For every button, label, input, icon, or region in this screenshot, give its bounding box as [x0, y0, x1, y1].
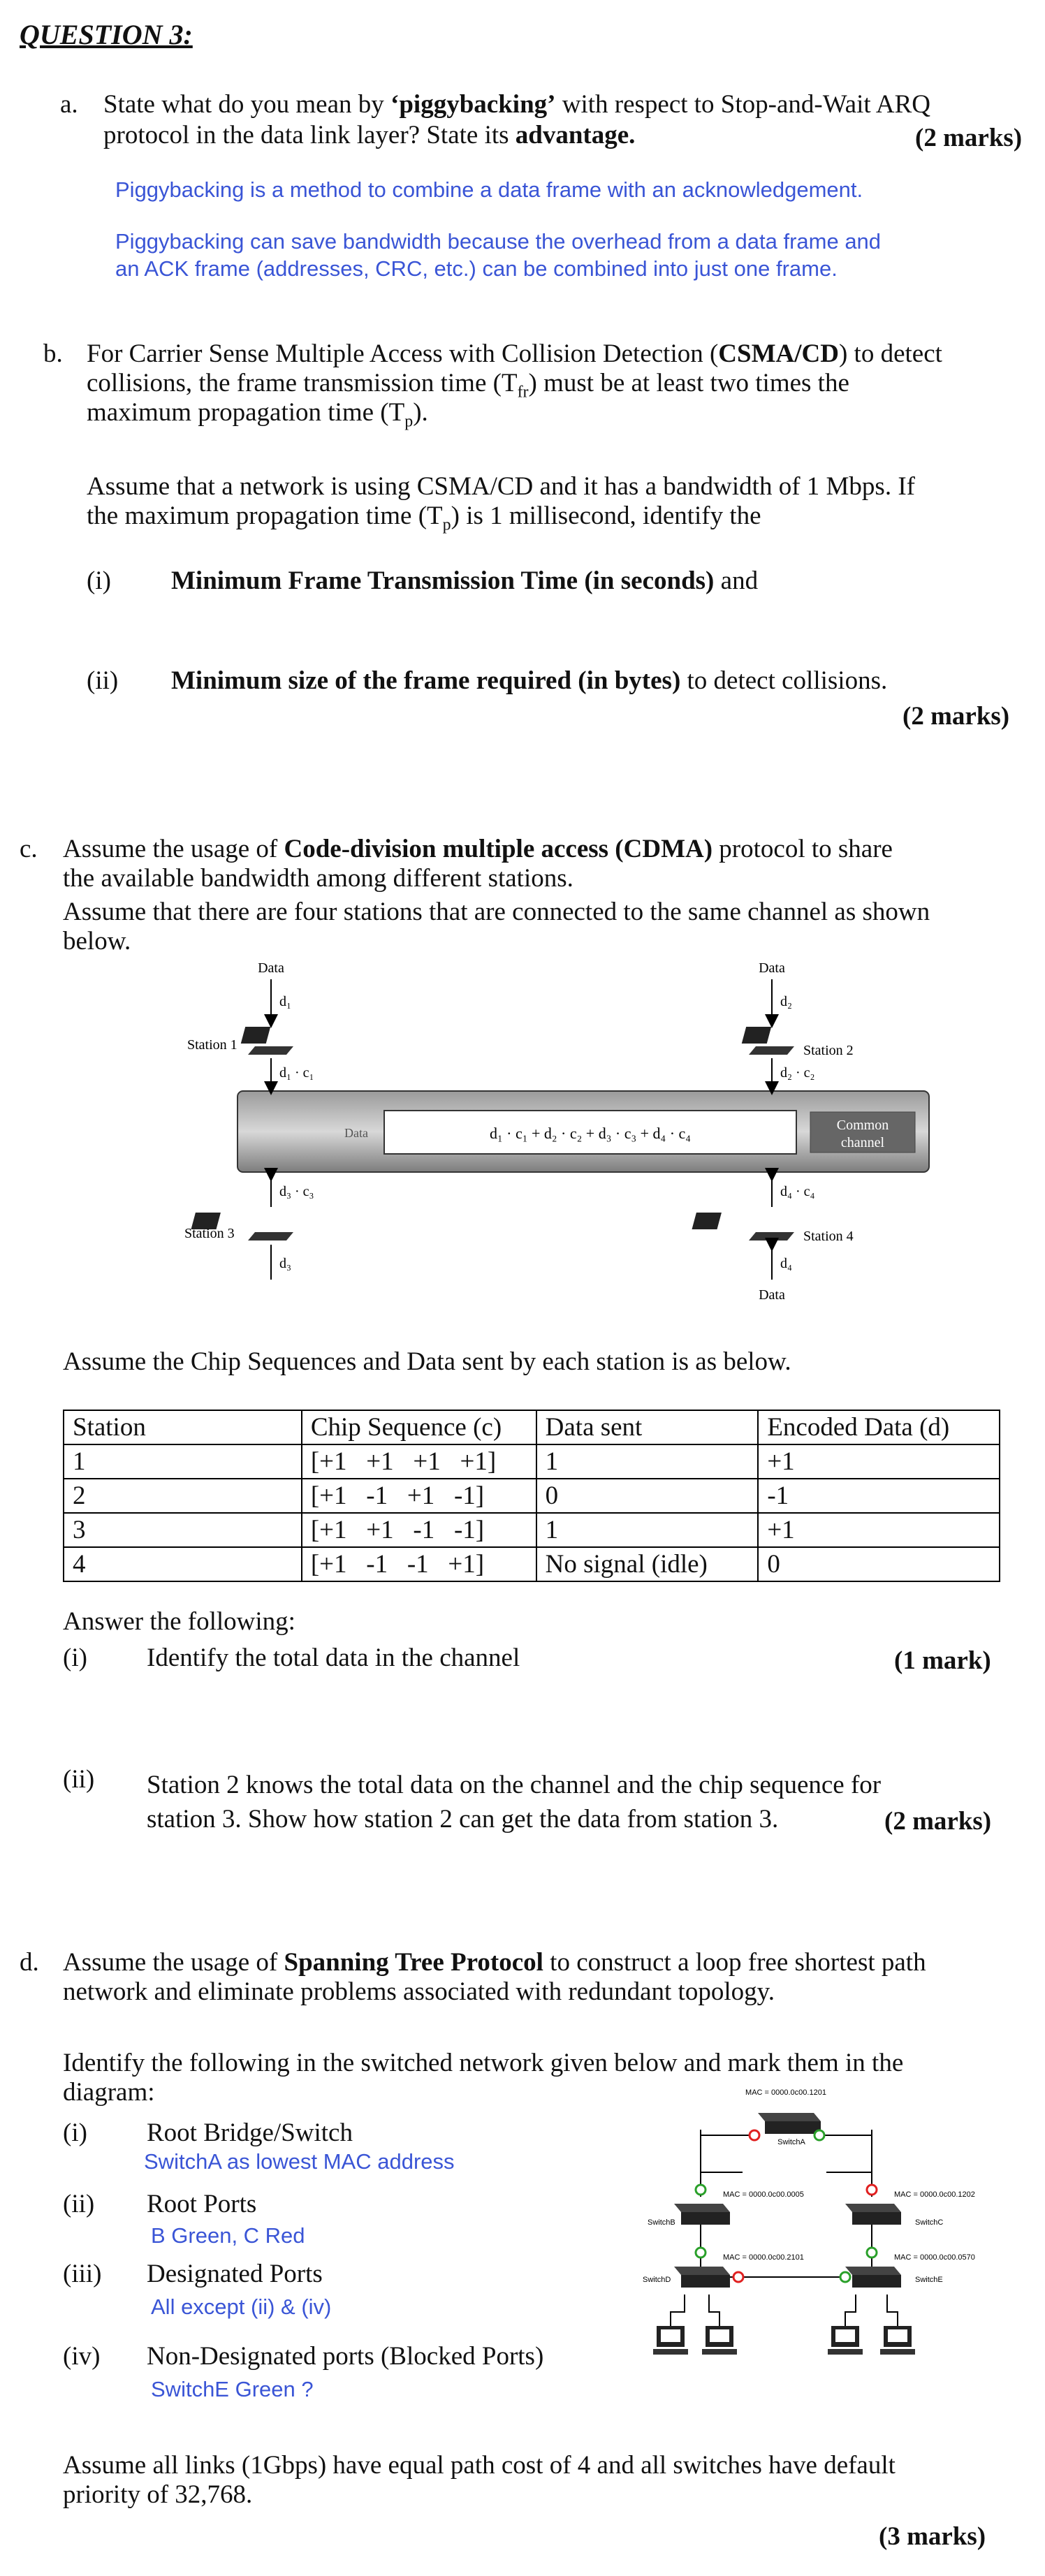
part-d-line5: Assume all links (1Gbps) have equal path cost of 4 and all switches have default: [63, 2451, 896, 2480]
switchA-name: SwitchA: [777, 2138, 805, 2146]
part-c-label: c.: [20, 835, 38, 863]
part-b-line4: Assume that a network is using CSMA/CD and it has a bandwidth of 1 Mbps. If: [87, 472, 915, 501]
part-b-label: b.: [43, 339, 63, 368]
port-green: [840, 2272, 850, 2282]
station2-label: Station 2: [803, 1043, 854, 1058]
table-row: 4 [+1 -1 -1 +1] No signal (idle) 0: [64, 1547, 1000, 1581]
port-green: [814, 2130, 824, 2140]
table-row: 3 [+1 +1 -1 -1] 1 +1: [64, 1513, 1000, 1547]
port-green: [696, 2185, 706, 2195]
part-a-label: a.: [60, 90, 78, 119]
laptop-icon: [241, 1027, 293, 1055]
part-c-ii-line2: station 3. Show how station 2 can get the data from station 3.: [147, 1805, 779, 1834]
part-b-line3: maximum propagation time $(T_p)$.: [87, 398, 428, 431]
svg-text:d₃ · c₃: d₃ · c₃: [279, 1184, 314, 1199]
switchA-mac: MAC = 0000.0c00.1201: [745, 2088, 826, 2097]
channel-data-word: Data: [344, 1126, 368, 1140]
channel-sum-text: d₁ · c₁ + d₂ · c₂ + d₃ · c₃ + d₄ · c₄: [490, 1125, 691, 1142]
part-a-answer2b: an ACK frame (addresses, CRC, etc.) can be combined into just one frame.: [115, 256, 838, 281]
part-d-iii-text: Designated Ports: [147, 2260, 323, 2288]
part-a-marks: (2 marks): [915, 124, 1023, 152]
svg-text:d₁ · c₁: d₁ · c₁: [279, 1065, 314, 1081]
pc-icon: [653, 2326, 688, 2355]
switchC-mac: MAC = 0000.0c00.1202: [894, 2190, 975, 2199]
switchE-name: SwitchE: [915, 2276, 943, 2284]
part-d-iii-label: (iii): [63, 2260, 102, 2288]
part-d-i-answer: SwitchA as lowest MAC address: [144, 2149, 455, 2174]
part-c-ii-label: (ii): [63, 1765, 95, 1794]
part-c-line1: Assume the usage of Code-division multiple access (CDMA) protocol to share: [63, 835, 893, 863]
part-b-marks: (2 marks): [902, 702, 1010, 731]
part-d-ii-answer: B Green, C Red: [151, 2223, 305, 2248]
switch-icon: [758, 2113, 821, 2134]
part-c-line2: the available bandwidth among different stations.: [63, 864, 573, 893]
part-d-line6: priority of 32,768.: [63, 2480, 253, 2509]
part-d-ii-text: Root Ports: [147, 2190, 257, 2218]
part-c-i-label: (i): [63, 1644, 87, 1672]
switch-icon: [845, 2267, 901, 2288]
port-red: [867, 2185, 877, 2195]
part-d-iv-label: (iv): [63, 2342, 101, 2371]
part-d-marks: (3 marks): [879, 2522, 986, 2551]
part-d-iv-text: Non-Designated ports (Blocked Ports): [147, 2342, 544, 2371]
switchD-name: SwitchD: [643, 2276, 671, 2284]
part-b-line1: For Carrier Sense Multiple Access with Collision Detection (CSMA/CD) to detect: [87, 339, 942, 368]
part-b-ii-text: Minimum size of the frame required (in bytes) to detect collisions.: [171, 666, 888, 695]
part-d-i-text: Root Bridge/Switch: [147, 2118, 353, 2147]
svg-text:d₂ · c₂: d₂ · c₂: [780, 1065, 815, 1081]
laptop-icon: [692, 1213, 794, 1241]
table-header-row: Station Chip Sequence (c) Data sent Encoded Data (d): [64, 1410, 1000, 1444]
question-title: QUESTION 3:: [20, 19, 193, 50]
station4-label: Station 4: [803, 1229, 854, 1244]
part-a-line1: State what do you mean by ‘piggybacking’ with respect to Stop-and-Wait ARQ: [103, 90, 930, 119]
station1-data-label: Data: [258, 960, 284, 976]
part-b-line2: collisions, the frame transmission time $(T_{fr})$ must be at least two times the: [87, 369, 849, 402]
part-c-i-text: Identify the total data in the channel: [147, 1644, 520, 1672]
cdma-diagram: [175, 957, 1013, 1320]
part-c-line5: Assume the Chip Sequences and Data sent by each station is as below.: [63, 1347, 791, 1376]
part-c-line4: below.: [63, 927, 131, 956]
station1-label: Station 1: [187, 1037, 238, 1053]
part-c-line3: Assume that there are four stations that are connected to the same channel as shown: [63, 898, 930, 926]
station2-data-label: Data: [759, 960, 785, 976]
part-d-iv-answer: SwitchE Green ?: [151, 2377, 314, 2401]
station4-data-label: Data: [759, 1287, 785, 1303]
port-red: [750, 2130, 759, 2140]
switch-icon: [845, 2204, 901, 2225]
part-a-answer2a: Piggybacking can save bandwidth because the overhead from a data frame and: [115, 229, 882, 254]
answer-following: Answer the following:: [63, 1607, 295, 1636]
common-channel-label2: channel: [840, 1135, 885, 1150]
station3-label: Station 3: [184, 1226, 235, 1241]
port-red: [733, 2272, 743, 2282]
part-d-ii-label: (ii): [63, 2190, 95, 2218]
pc-icon: [880, 2326, 915, 2355]
part-c-ii-marks: (2 marks): [884, 1807, 992, 1836]
svg-text:d₄: d₄: [780, 1256, 792, 1271]
part-d-iii-answer: All except (ii) & (iv): [151, 2295, 332, 2319]
common-channel-label1: Common: [836, 1118, 889, 1133]
part-b-ii-label: (ii): [87, 666, 119, 695]
part-d-line4: diagram:: [63, 2078, 155, 2107]
pc-icon: [702, 2326, 737, 2355]
switchD-mac: MAC = 0000.0c00.2101: [723, 2253, 804, 2262]
part-d-i-label: (i): [63, 2118, 87, 2147]
switchB-name: SwitchB: [648, 2218, 675, 2227]
part-d-line3: Identify the following in the switched network given below and mark them in the: [63, 2049, 904, 2077]
part-d-label: d.: [20, 1948, 39, 1977]
switch-icon: [674, 2204, 730, 2225]
table-row: 1 [+1 +1 +1 +1] 1 +1: [64, 1444, 1000, 1479]
switchC-name: SwitchC: [915, 2218, 944, 2227]
part-b-i-label: (i): [87, 566, 111, 595]
pc-icon: [828, 2326, 863, 2355]
svg-text:d₃: d₃: [279, 1256, 291, 1271]
svg-text:d₂: d₂: [780, 994, 792, 1009]
stp-network-diagram: [632, 2085, 981, 2385]
part-c-i-marks: (1 mark): [894, 1646, 991, 1675]
part-b-line5: the maximum propagation time $(T_p)$ is 1 millisecond, identify the: [87, 502, 761, 534]
laptop-icon: [742, 1027, 794, 1055]
switch-icon: [674, 2267, 730, 2288]
part-d-line2: network and eliminate problems associated with redundant topology.: [63, 1977, 775, 2006]
switchE-mac: MAC = 0000.0c00.0570: [894, 2253, 975, 2262]
table-row: 2 [+1 -1 +1 -1] 0 -1: [64, 1479, 1000, 1513]
chip-sequence-table: [63, 1410, 1000, 1582]
part-c-ii-line1: Station 2 knows the total data on the channel and the chip sequence for: [147, 1771, 882, 1799]
svg-text:d₁: d₁: [279, 994, 291, 1009]
svg-text:d₄ · c₄: d₄ · c₄: [780, 1184, 815, 1199]
part-a-line2: protocol in the data link layer? State its advantage.: [103, 121, 636, 149]
port-green: [867, 2248, 877, 2257]
part-d-line1: Assume the usage of Spanning Tree Protocol to construct a loop free shortest path: [63, 1948, 926, 1977]
port-green: [696, 2248, 706, 2257]
switchB-mac: MAC = 0000.0c00.0005: [723, 2190, 804, 2199]
part-a-answer1: Piggybacking is a method to combine a data frame with an acknowledgement.: [115, 177, 863, 202]
part-b-i-text: Minimum Frame Transmission Time (in seconds) and: [171, 566, 759, 595]
